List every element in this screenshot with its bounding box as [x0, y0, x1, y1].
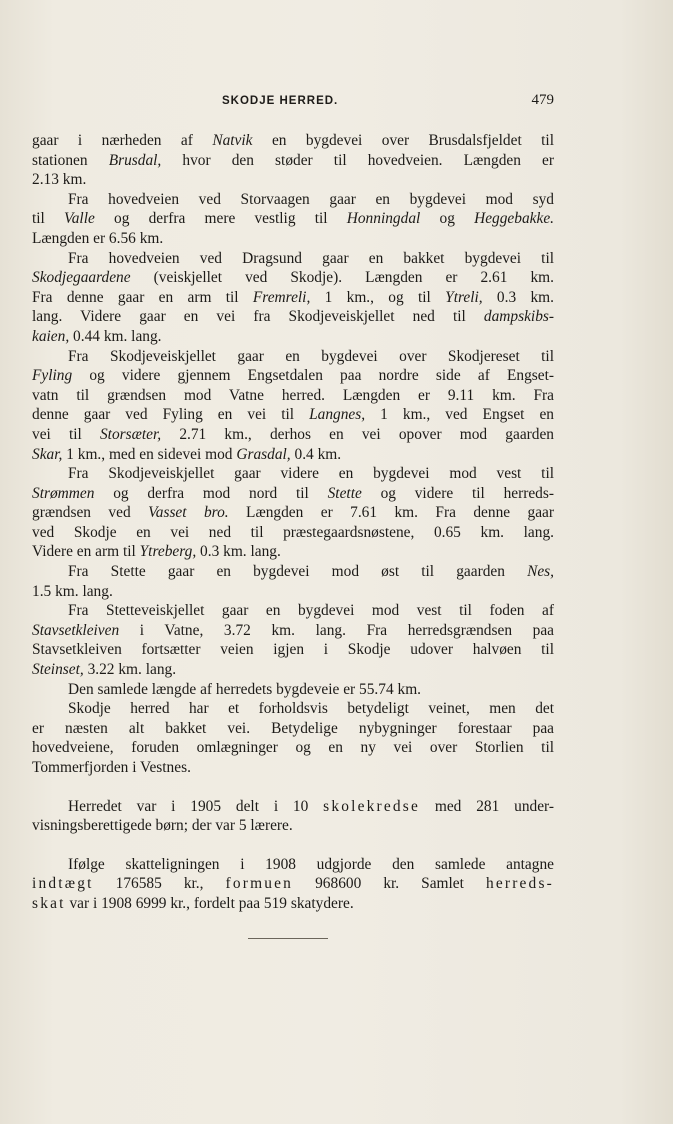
italic-place-name: Stavsetkleiven	[32, 621, 120, 639]
text-line	[32, 229, 554, 249]
text-line	[32, 151, 554, 171]
text-run: Fra denne gaar en arm til	[32, 288, 253, 306]
italic-place-name: dampskibs-	[483, 308, 554, 326]
text-line	[32, 288, 554, 308]
text-line	[32, 131, 554, 151]
text-run: 1.5 km. lang.	[32, 582, 113, 600]
text-line	[32, 816, 554, 836]
text-line	[32, 425, 554, 445]
text-run: Skodje herred har et forholdsvis betydeligt veinet, men det	[68, 700, 554, 718]
page-number: 479	[531, 92, 554, 108]
text-line	[32, 874, 554, 894]
text-line	[32, 268, 554, 288]
italic-place-name: Steinset,	[32, 661, 84, 679]
text-run: Tommerfjorden i Vestnes.	[32, 759, 191, 776]
text-line	[32, 542, 554, 562]
text-run: Længden er 7.61 km. Fra denne gaar	[228, 504, 554, 522]
paragraph-gap	[32, 836, 554, 855]
text-run: 2.71 km., derhos en vei opover mod gaarden	[161, 425, 554, 443]
italic-place-name: Nes,	[527, 563, 554, 581]
text-run: Længden er 6.56 km.	[32, 229, 164, 247]
spaced-emphasis: skolekredse	[323, 797, 421, 815]
italic-place-name: Skar,	[32, 445, 63, 463]
text-run: hvor den støder til hovedveien. Længden er	[161, 151, 554, 169]
italic-place-name: Strømmen	[32, 484, 95, 502]
text-run: 2.13 km.	[32, 171, 87, 189]
text-run: gaar i nærheden af	[32, 132, 213, 149]
italic-place-name: Skodjegaardene	[32, 269, 131, 287]
italic-place-name: Heggebakke.	[474, 210, 554, 228]
text-run: 176585 kr.,	[93, 875, 226, 893]
italic-place-name: Fyling	[32, 367, 73, 385]
text-run: i Vatne, 3.72 km. lang. Fra herredsgrændsen paa	[119, 621, 554, 639]
italic-place-name: Langnes,	[309, 406, 366, 424]
text-run: grændsen ved	[32, 504, 149, 522]
text-line	[32, 621, 554, 641]
text-line	[32, 855, 554, 875]
text-run: Herredet var i 1905 delt i 10	[68, 797, 324, 815]
text-run: 0.4 km.	[290, 445, 342, 463]
text-run: og videre gjennem Engsetdalen paa nordre side af Engset-	[72, 367, 554, 385]
text-line	[32, 797, 554, 817]
text-line	[32, 719, 554, 739]
text-run: stationen	[32, 151, 109, 169]
text-run: Fra Stetteveiskjellet gaar en bygdevei mod vest til foden af	[68, 602, 554, 620]
text-run: Videre en arm til	[32, 543, 140, 561]
text-line	[32, 582, 554, 602]
text-line	[32, 894, 554, 914]
text-line	[32, 660, 554, 680]
italic-place-name: Storsæter,	[99, 425, 162, 443]
text-line	[32, 523, 554, 543]
italic-place-name: Valle	[64, 210, 95, 228]
spaced-emphasis: formuen	[225, 875, 294, 893]
text-run: ved Skodje en vei ned til præstegaardsnøstene, 0.65 km. lang.	[32, 523, 554, 541]
text-run: 0.3 km.	[482, 288, 554, 306]
italic-place-name: Brusdal,	[108, 151, 162, 169]
page-header	[32, 92, 554, 115]
text-run: og	[420, 210, 475, 228]
italic-place-name: kaien,	[32, 327, 70, 345]
text-run: denne gaar ved Fyling en vei til	[32, 406, 310, 424]
text-line	[32, 209, 554, 229]
text-run: Fra Stette gaar en bygdevei mod øst til gaarden	[68, 563, 528, 581]
text-line	[32, 464, 554, 484]
text-run: Den samlede længde af herredets bygdeveie er 55.74 km.	[68, 680, 422, 698]
text-run: Stavsetkleiven fortsætter veien igjen i Skodje udover halvøen til	[32, 641, 554, 659]
italic-place-name: Grasdal,	[236, 445, 291, 463]
text-line	[32, 327, 554, 347]
text-line	[32, 445, 554, 465]
italic-place-name: Vasset bro.	[148, 504, 229, 522]
italic-place-name: Honningdal	[346, 210, 421, 228]
text-run: 0.3 km. lang.	[196, 543, 281, 561]
text-run: var i 1908 6999 kr., fordelt paa 519 skatydere.	[65, 894, 354, 912]
text-line	[32, 738, 554, 758]
text-run: visningsberettigede børn; der var 5 lærere.	[32, 817, 293, 835]
text-run: 3.22 km. lang.	[83, 661, 177, 679]
text-run: Ifølge skatteligningen i 1908 udgjorde den samlede antagne	[68, 855, 554, 873]
paragraph-gap	[32, 778, 554, 797]
section-divider	[248, 938, 328, 939]
text-run: til	[32, 210, 65, 228]
text-run: Fra Skodjeveiskjellet gaar videre en bygdevei mod vest til	[68, 465, 554, 483]
spaced-emphasis: herreds-	[485, 875, 554, 893]
text-line	[32, 347, 554, 367]
text-run: hovedveiene, foruden omlægninger og en ny vei over Storlien til	[32, 739, 554, 757]
text-run: (veiskjellet ved Skodje). Længden er 2.61 km.	[130, 269, 554, 287]
text-line	[32, 484, 554, 504]
italic-place-name: Ytreberg,	[139, 543, 197, 561]
text-line	[32, 190, 554, 210]
text-line	[32, 562, 554, 582]
text-line	[32, 601, 554, 621]
text-line	[32, 640, 554, 660]
text-run: og videre til herreds-	[361, 484, 554, 502]
text-run: 1 km., med en sidevei mod	[62, 445, 237, 463]
text-run: med 281 under-	[420, 797, 554, 815]
text-line	[32, 680, 554, 700]
text-line	[32, 386, 554, 406]
text-run: og derfra mere vestlig til	[94, 210, 347, 228]
text-line	[32, 503, 554, 523]
text-line	[32, 170, 554, 190]
text-run: en bygdevei over Brusdalsfjeldet til	[252, 132, 554, 149]
text-run: 0.44 km. lang.	[69, 327, 162, 345]
text-line	[32, 758, 554, 778]
text-line	[32, 366, 554, 386]
italic-place-name: Ytreli,	[445, 288, 483, 306]
text-line	[32, 249, 554, 269]
text-run: er næsten alt bakket vei. Betydelige nybygninger forestaar paa	[32, 719, 554, 737]
text-line	[32, 307, 554, 327]
running-head: SKODJE HERRED.	[222, 95, 339, 107]
text-run: vei til	[32, 425, 100, 443]
italic-place-name: Stette	[327, 484, 362, 502]
text-line	[32, 405, 554, 425]
spaced-emphasis: indtægt	[32, 875, 94, 893]
spaced-emphasis: skat	[32, 894, 66, 912]
text-run: og derfra mod nord til	[94, 484, 328, 502]
italic-place-name: Natvik	[212, 132, 253, 149]
text-run: vatn til grændsen mod Vatne herred. Længden er 9.11 km. Fra	[32, 386, 554, 404]
text-run: Fra hovedveien ved Storvaagen gaar en bygdevei mod syd	[68, 190, 554, 208]
text-run: lang. Videre gaar en vei fra Skodjeveiskjellet ned til	[32, 308, 484, 326]
text-run: 968600 kr. Samlet	[293, 875, 486, 893]
text-run: Fra hovedveien ved Dragsund gaar en bakket bygdevei til	[68, 249, 554, 267]
text-line	[32, 699, 554, 719]
text-run: 1 km., og til	[310, 288, 446, 306]
italic-place-name: Fremreli,	[252, 288, 311, 306]
body-text	[32, 131, 554, 914]
text-run: Fra Skodjeveiskjellet gaar en bygdevei over Skodjereset til	[68, 347, 554, 365]
text-run: 1 km., ved Engset en	[365, 406, 554, 424]
